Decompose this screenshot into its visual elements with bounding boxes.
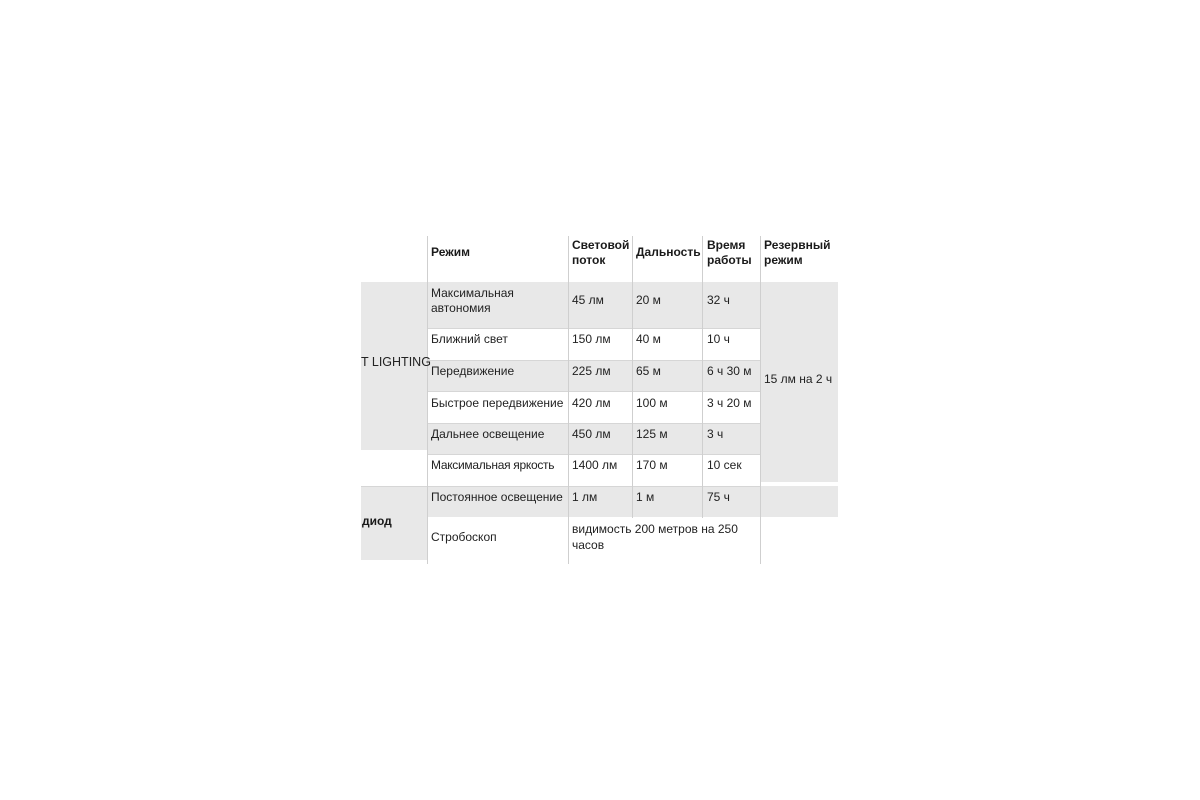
row-runtime: 3 ч 20 м (707, 396, 752, 410)
row-mode: Передвижение (431, 364, 515, 378)
row-range: 40 м (636, 332, 661, 346)
row-runtime: 32 ч (707, 293, 730, 307)
row-divider (427, 360, 760, 361)
header-range: Дальность (636, 245, 701, 259)
header-runtime: Время работы (707, 238, 752, 267)
row-divider (427, 423, 760, 424)
row-mode: Максимальная автономия (431, 286, 514, 315)
row-runtime: 6 ч 30 м (707, 364, 752, 378)
row-flux: 450 лм (572, 427, 611, 441)
row-mode: Постоянное освещение (431, 490, 563, 504)
group-diode-label: диод (362, 514, 392, 528)
row-runtime: 10 ч (707, 332, 730, 346)
row-divider (427, 391, 760, 392)
row-mode: Максимальная яркость (431, 458, 555, 472)
row-divider (361, 486, 760, 487)
row-divider (427, 328, 760, 329)
column-divider (427, 236, 428, 564)
row-flux: 225 лм (572, 364, 611, 378)
row-range: 125 м (636, 427, 668, 441)
row-flux: 150 лм (572, 332, 611, 346)
row-flux: 45 лм (572, 293, 604, 307)
column-divider (760, 236, 761, 564)
row-mode: Быстрое передвижение (431, 396, 564, 410)
column-divider (632, 236, 633, 518)
reserve-value: 15 лм на 2 ч (764, 372, 833, 386)
column-divider (568, 236, 569, 564)
row-mode: Ближний свет (431, 332, 508, 346)
row-range: 65 м (636, 364, 661, 378)
header-flux: Световой поток (572, 238, 630, 267)
row-mode: Дальнее освещение (431, 427, 545, 441)
row-mode: Стробоскоп (431, 530, 497, 544)
row-flux: 1 лм (572, 490, 598, 504)
row-range: 170 м (636, 458, 668, 472)
row-divider (427, 454, 760, 455)
header-reserve: Резервный режим (764, 238, 831, 267)
row-range: 20 м (636, 293, 661, 307)
reserve-bg (760, 486, 838, 517)
row-merged-value: видимость 200 метров на 250 часов (572, 522, 738, 552)
header-mode: Режим (431, 245, 470, 259)
row-range: 100 м (636, 396, 668, 410)
column-divider (702, 236, 703, 518)
row-range: 1 м (636, 490, 655, 504)
row-flux: 1400 лм (572, 458, 618, 472)
row-runtime: 75 ч (707, 490, 730, 504)
row-runtime: 3 ч (707, 427, 724, 441)
row-flux: 420 лм (572, 396, 611, 410)
row-runtime: 10 сек (707, 458, 742, 472)
group-light-label: T LIGHTING (361, 355, 431, 369)
